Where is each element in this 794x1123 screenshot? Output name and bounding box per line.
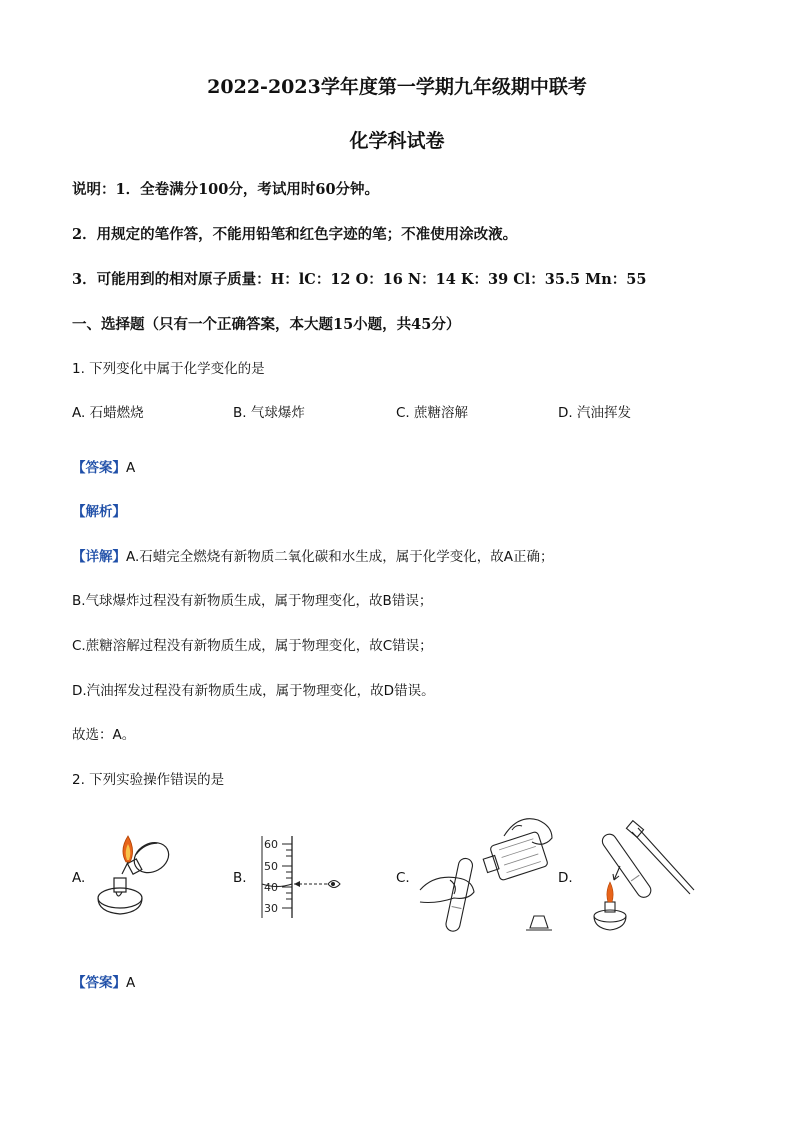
q2-option-d-label: D. (558, 870, 573, 886)
q1-detail-line-1: 【详解】A.石蜡完全燃烧有新物质二氧化碳和水生成，属于化学变化，故A正确； (72, 549, 554, 565)
q1-answer: 【答案】A (72, 460, 136, 476)
cylinder-tick-50: 50 (264, 860, 278, 873)
q1-detail-line-3: C.蔗糖溶解过程没有新物质生成，属于物理变化，故C错误； (72, 638, 433, 654)
q1-detail-line-2: B.气球爆炸过程没有新物质生成，属于物理变化，故B错误； (72, 593, 433, 609)
q1-option-a: A. 石蜡燃烧 (72, 405, 144, 421)
q1-detail-line-4: D.汽油挥发过程没有新物质生成，属于物理变化，故D错误。 (72, 683, 435, 699)
instruction-line-2: 2．用规定的笔作答，不能用铅笔和红色字迹的笔；不准使用涂改液。 (72, 226, 518, 243)
instruction-line-3: 3．可能用到的相对原子质量：H：lC：12 O：16 N：14 K：39 Cl：35.5 Mn：55 (72, 271, 647, 288)
eye-icon (328, 881, 340, 888)
alcohol-lamp-lighting-figure (92, 828, 184, 922)
q1-stem: 1. 下列变化中属于化学变化的是 (72, 361, 265, 377)
q2-option-b-label: B. (233, 870, 247, 886)
cylinder-tick-30: 30 (264, 902, 278, 915)
q1-analysis-tag: 【解析】 (72, 504, 126, 520)
q2-option-a-label: A. (72, 870, 86, 886)
heating-test-tube-figure (580, 818, 700, 936)
exam-subtitle: 化学科试卷 (349, 130, 445, 152)
q2-stem: 2. 下列实验操作错误的是 (72, 772, 225, 788)
exam-title: 2022-2023学年度第一学期九年级期中联考 (207, 76, 587, 98)
pouring-liquid-figure (414, 808, 564, 940)
cylinder-tick-40: 40 (264, 881, 278, 894)
q1-option-c: C. 蔗糖溶解 (396, 405, 469, 421)
instruction-line-1: 说明：1．全卷满分100分，考试用时60分钟。 (72, 181, 380, 198)
cylinder-tick-60: 60 (264, 838, 278, 851)
q1-choose: 故选：A。 (72, 727, 136, 743)
q2-answer: 【答案】A (72, 975, 136, 991)
graduated-cylinder-figure (252, 832, 342, 920)
q1-option-d: D. 汽油挥发 (558, 405, 631, 421)
q1-option-b: B. 气球爆炸 (233, 405, 305, 421)
section-title: 一、选择题（只有一个正确答案，本大题15小题，共45分） (72, 316, 461, 333)
q2-option-c-label: C. (396, 870, 410, 886)
